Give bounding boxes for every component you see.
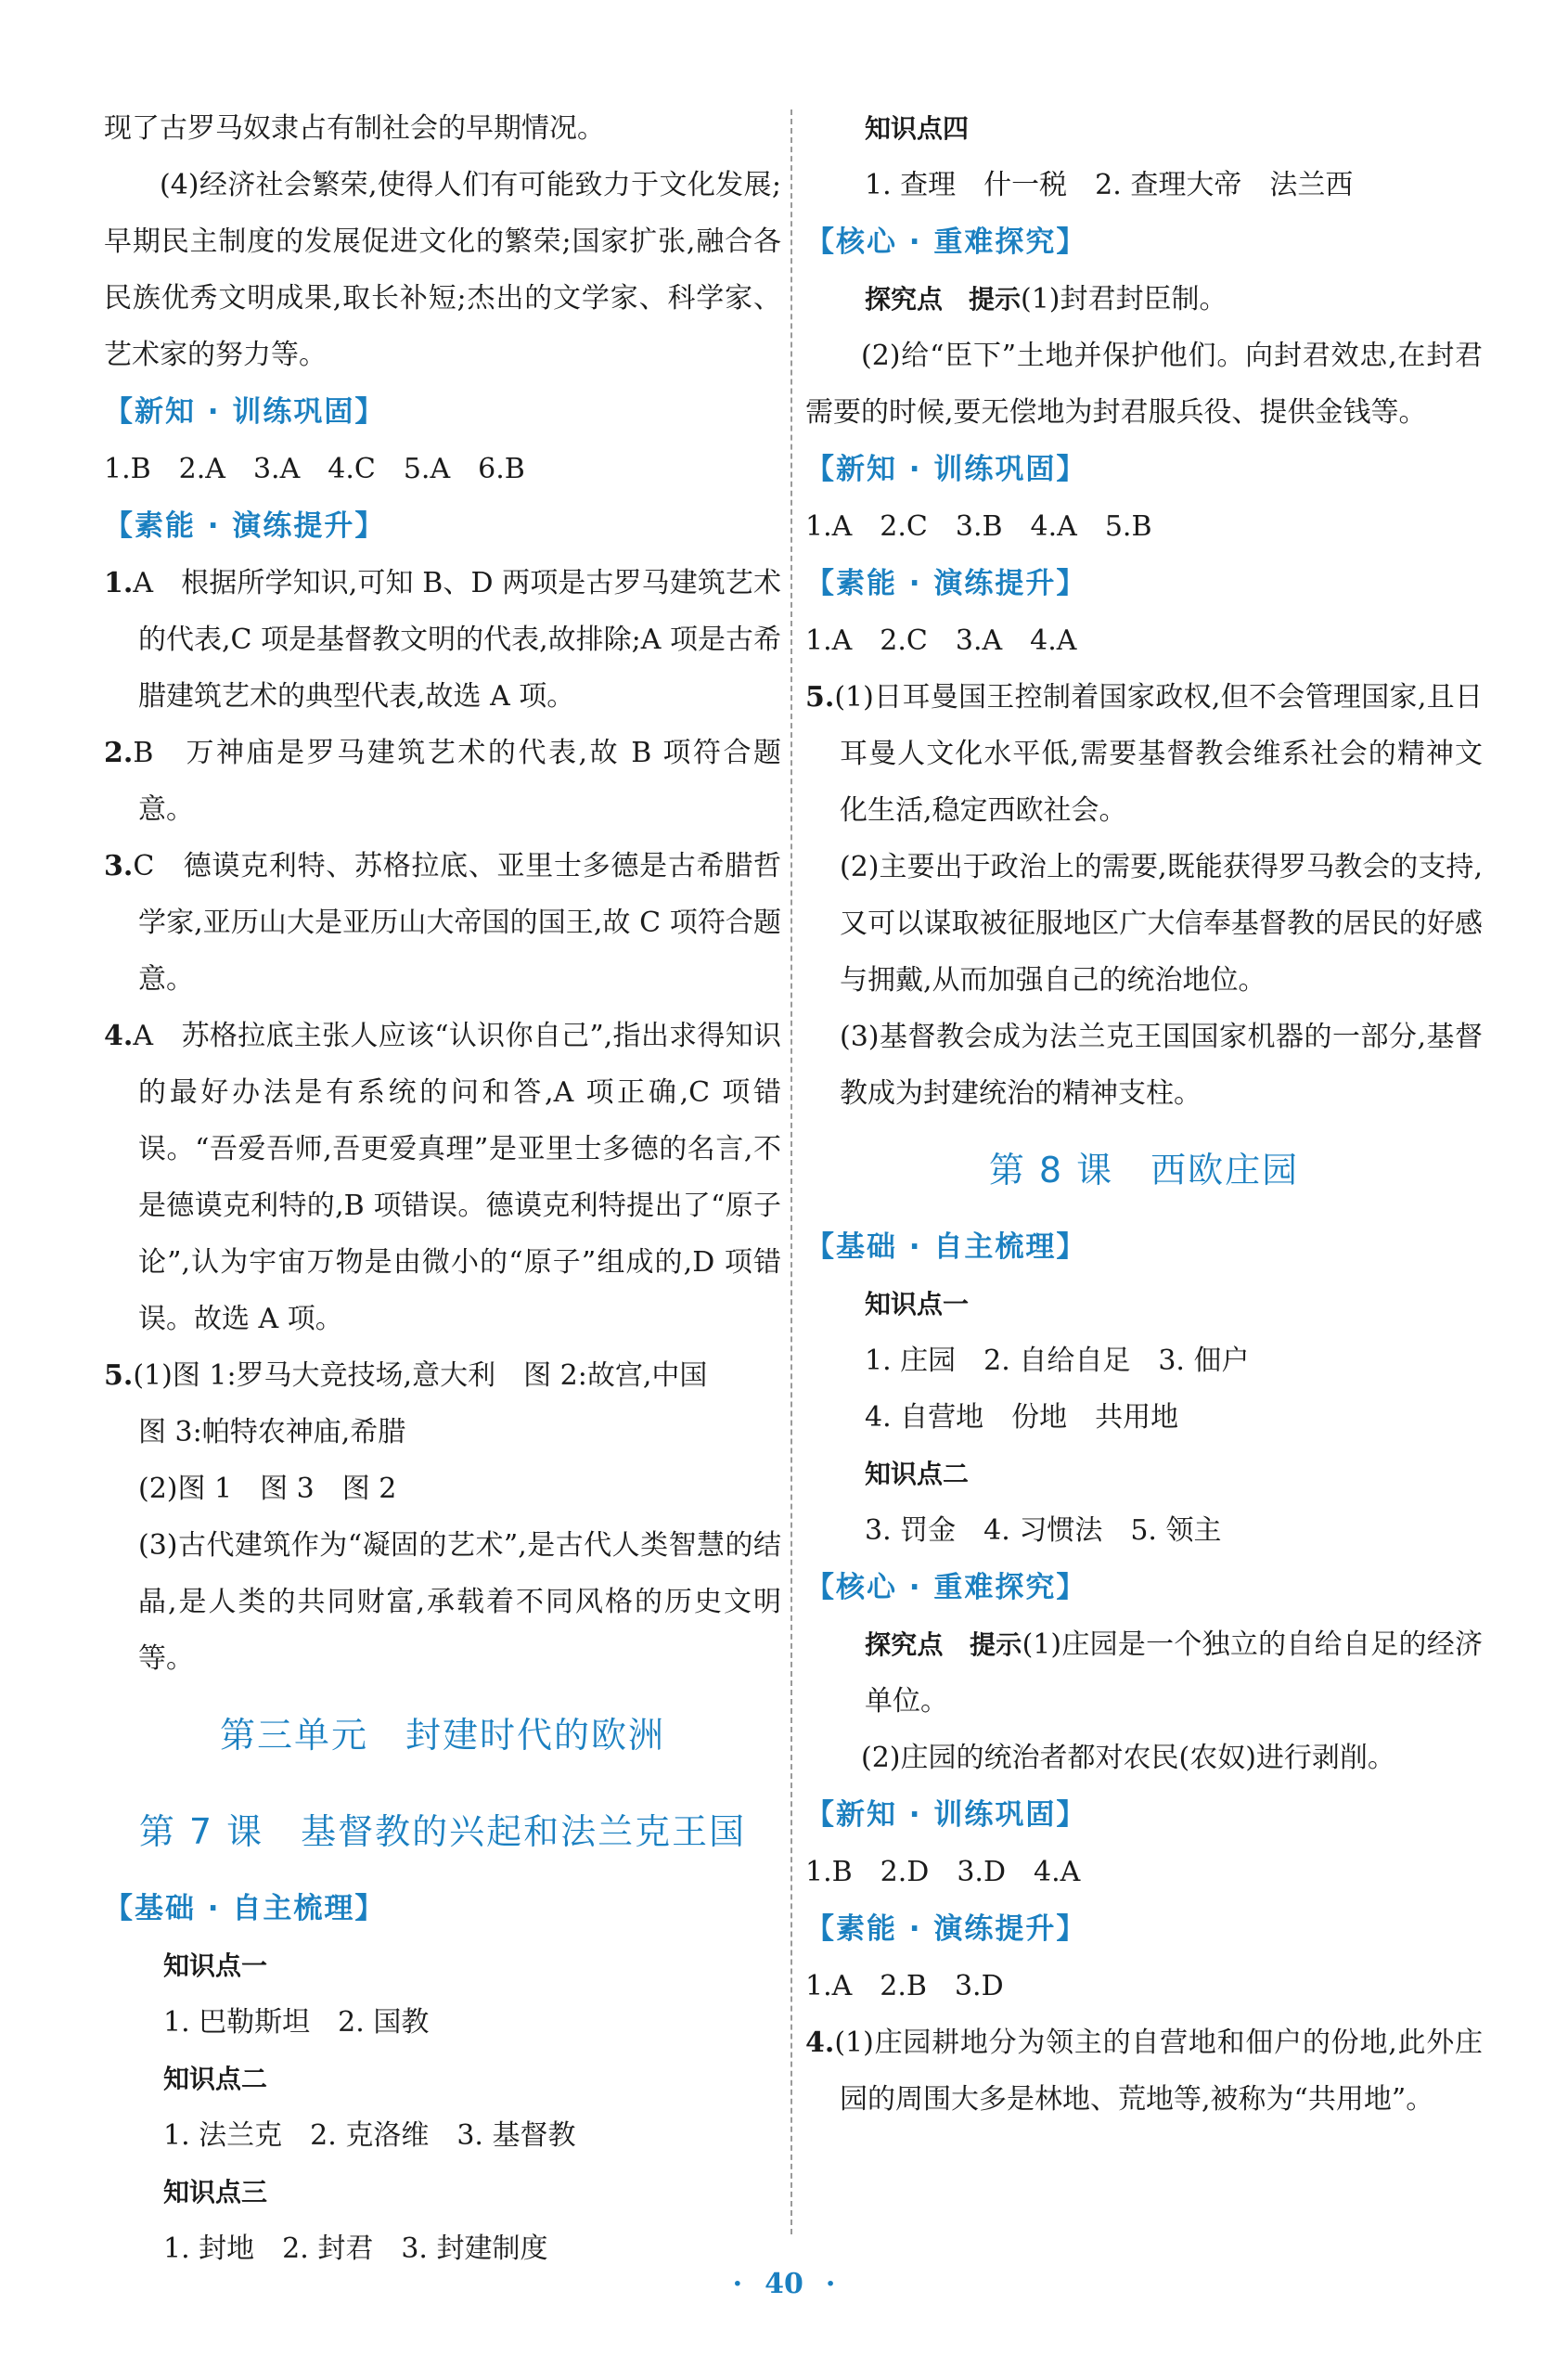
knowledge-point: 知识点三 [163,2177,268,2207]
item-number: 2. [104,737,134,769]
section-header: 【基础 · 自主梳理】 [104,1892,386,1925]
answer-line: 1.A 2.C 3.A 4.A [805,624,1077,657]
inquiry-point [805,271,1483,328]
item-number: 3. [104,850,134,882]
knowledge-point: 知识点四 [865,113,970,144]
lesson-title: 第 7 课 基督教的兴起和法兰克王国 [138,1811,747,1852]
knowledge-point: 知识点二 [865,1459,970,1489]
answer-text: (1)庄园耕地分为领主的自营地和佃户的份地,此外庄园的周围大多是林地、荒地等,被称为“共用地”。 [834,2027,1483,2116]
knowledge-point: 知识点二 [163,2064,268,2094]
footer-dot: · [732,2268,743,2300]
answer-text: (2)图 1 图 3 图 2 [138,1473,397,1505]
answer-line: 1. 封地 2. 封君 3. 封建制度 [163,2233,548,2265]
answer-text: A 根据所学知识,可知 B、D 两项是古罗马建筑艺术的代表,C 项是基督教文明的代表,故排除;A 项是古希腊建筑艺术的典型代表,故选 A 项。 [133,567,781,713]
item-number: 1. [104,567,134,599]
answer-line: 1.B 2.A 3.A 4.C 5.A 6.B [104,453,525,485]
section-header: 【素能 · 演练提升】 [104,509,386,543]
text-line: 现了古罗马奴隶占有制社会的早期情况。 [104,112,605,145]
answer-item [104,1008,781,1347]
left-column [104,100,781,2277]
section-header: 【新知 · 训练巩固】 [104,395,386,429]
answer-line: 1. 法兰克 2. 克洛维 3. 基督教 [163,2119,576,2152]
answer-line: 1.A 2.B 3.D [805,1970,1004,2002]
answer-item [805,2014,1483,2128]
inquiry-point [805,1616,1483,1730]
page-number: 40 [765,2268,803,2300]
unit-title: 第三单元 封建时代的欧洲 [219,1715,665,1756]
answer-text: A 苏格拉底主张人应该“认识你自己”,指出求得知识的最好办法是有系统的问和答,A 项正确,C 项错误。“吾爱吾师,吾更爱真理”是亚里士多德的名言,不是德谟克利特的,B 项错误。德谟克利特提出了“原子论”,认为宇宙万物是由微小的“原子”组成的,D 项错误。故选 A 项。 [133,1020,781,1335]
item-number: 4. [805,2027,835,2059]
answer-text: (2)主要出于政治上的需要,既能获得罗马教会的支持,又可以谋取被征服地区广大信奉基督教的居民的好感与拥戴,从而加强自己的统治地位。 [840,851,1483,997]
knowledge-point: 知识点一 [865,1289,970,1319]
answer-line: 1.B 2.D 3.D 4.A [805,1856,1081,1888]
answer-item [104,1347,781,1404]
answer-line: 1. 查理 什一税 2. 查理大帝 法兰西 [865,169,1354,201]
answer-line: 1. 巴勒斯坦 2. 国教 [163,2006,430,2039]
section-header: 【素能 · 演练提升】 [805,567,1087,600]
answer-text: (1)图 1:罗马大竞技场,意大利 图 2:故宫,中国 [133,1359,708,1392]
answer-line: 1. 庄园 2. 自给自足 3. 佃户 [865,1345,1250,1377]
answer-item [104,838,781,1008]
answer-line: 1.A 2.C 3.B 4.A 5.B [805,510,1152,543]
answer-text: (1)封君封臣制。 [1021,283,1227,315]
inquiry-label: 探究点 提示 [865,1629,1022,1660]
lesson-title: 第 8 课 西欧庄园 [988,1150,1300,1190]
paragraph: (4)经济社会繁荣,使得人们有可能致力于文化发展;早期民主制度的发展促进文化的繁荣;国家扩张,融合各民族优秀文明成果,取长补短;杰出的文学家、科学家、艺术家的努力等。 [104,169,781,371]
answer-line: 3. 罚金 4. 习惯法 5. 领主 [865,1514,1222,1547]
answer-text: C 德谟克利特、苏格拉底、亚里士多德是古希腊哲学家,亚历山大是亚历山大帝国的国王,故 C 项符合题意。 [133,850,781,996]
section-header: 【核心 · 重难探究】 [805,1571,1087,1604]
answer-text: (3)古代建筑作为“凝固的艺术”,是古代人类智慧的结晶,是人类的共同财富,承载着不同风格的历史文明等。 [138,1529,781,1675]
answer-text: (1)日耳曼国王控制着国家政权,但不会管理国家,且日耳曼人文化水平低,需要基督教会维系社会的精神文化生活,稳定西欧社会。 [834,681,1483,827]
paragraph: (2)给“臣下”土地并保护他们。向封君效忠,在封君需要的时候,要无偿地为封君服兵役、提供金钱等。 [805,340,1483,429]
footer-dot: · [825,2268,836,2300]
answer-text: B 万神庙是罗马建筑艺术的代表,故 B 项符合题意。 [133,737,781,826]
answer-text: (3)基督教会成为法兰克王国国家机器的一部分,基督教成为封建统治的精神支柱。 [840,1021,1483,1110]
answer-item [104,555,781,725]
page-footer [0,2268,1568,2300]
item-number: 5. [104,1359,134,1392]
right-column [805,100,1483,2128]
answer-item [805,669,1483,839]
answer-line: 4. 自营地 份地 共用地 [865,1401,1179,1434]
inquiry-label: 探究点 提示 [865,284,1022,315]
column-divider [790,109,792,2234]
section-header: 【新知 · 训练巩固】 [805,453,1087,486]
answer-item [104,725,781,838]
section-header: 【素能 · 演练提升】 [805,1912,1087,1946]
paragraph: (2)庄园的统治者都对农民(农奴)进行剥削。 [861,1742,1395,1774]
item-number: 4. [104,1020,134,1052]
knowledge-point: 知识点一 [163,1950,268,1981]
item-number: 5. [805,681,835,714]
section-header: 【新知 · 训练巩固】 [805,1798,1087,1832]
section-header: 【核心 · 重难探究】 [805,225,1087,259]
answer-text: 图 3:帕特农神庙,希腊 [138,1416,406,1448]
answer-text: (1)庄园是一个独立的自给自足的经济单位。 [865,1628,1483,1718]
section-header: 【基础 · 自主梳理】 [805,1230,1087,1264]
